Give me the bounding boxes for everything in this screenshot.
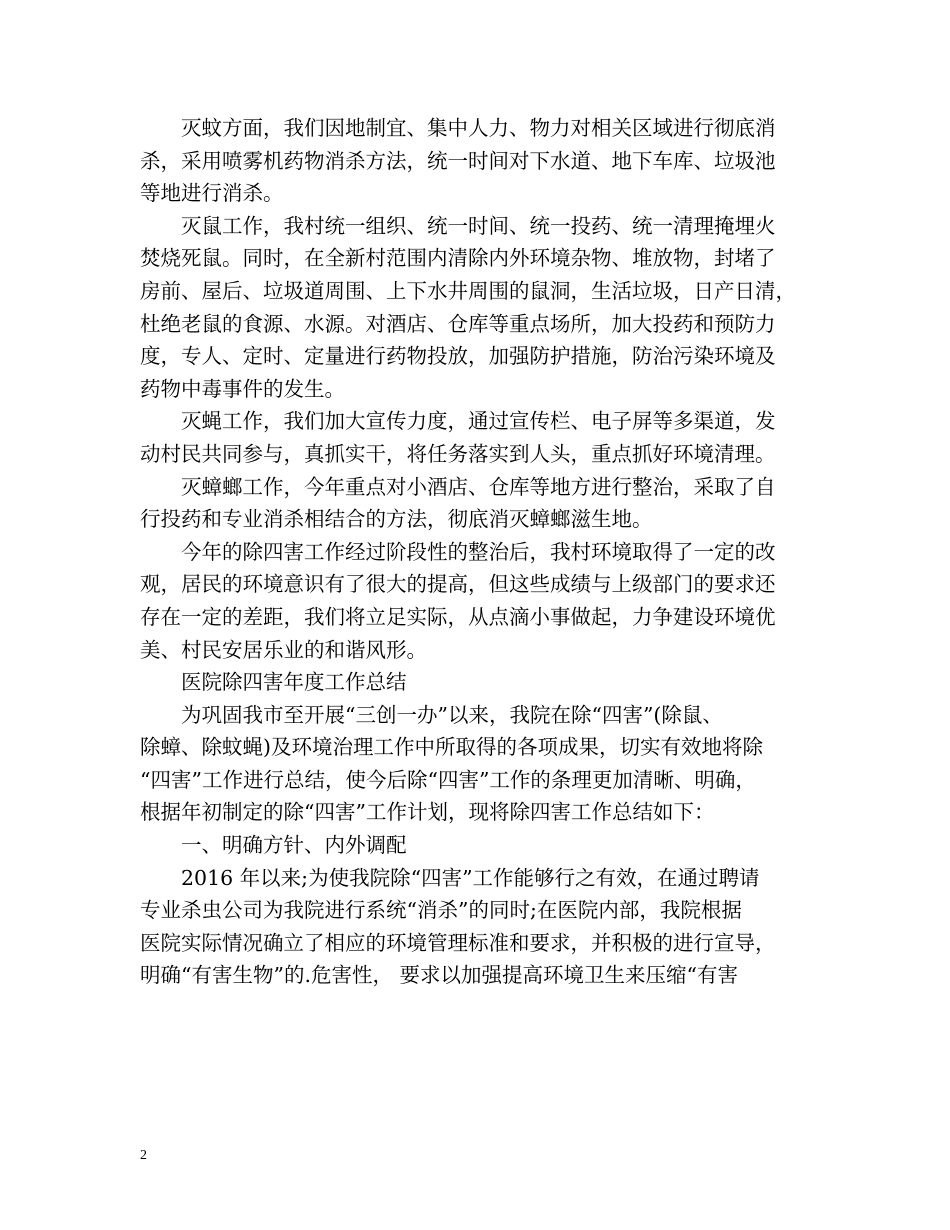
body-text (140, 112, 830, 992)
text-line: 一、明确方针、内外调配 (181, 833, 407, 858)
text-line: 除蟑、除蚊蝇)及环境治理工作中所取得的各项成果，切实有效地将除 (140, 735, 763, 760)
text-line: 2016 年以来;为使我院除“四害”工作能够行之有效，在通过聘请 (181, 865, 760, 890)
text-line: 房前、屋后、垃圾道周围、上下水井周围的鼠洞，生活垃圾，日产日清， (140, 278, 796, 303)
text-line: 等地进行消杀。 (140, 181, 284, 206)
text-line: 杜绝老鼠的食源、水源。对酒店、仓库等重点场所，加大投药和预防力 (140, 311, 776, 336)
text-line: “四害”工作进行总结，使今后除“四害”工作的条理更加清晰、明确， (140, 767, 756, 792)
text-line: 灭蚊方面，我们因地制宜、集中人力、物力对相关区域进行彻底消 (181, 116, 776, 140)
text-line: 医院除四害年度工作总结 (181, 670, 407, 695)
text-line: 灭鼠工作，我村统一组织、统一时间、统一投药、统一清理掩埋火 (181, 213, 776, 238)
text-line: 明确“有害生物”的.危害性， 要求以加强提高环境卫生来压缩“有害 (140, 963, 738, 988)
text-line: 行投药和专业消杀相结合的方法，彻底消灭蟑螂滋生地。 (140, 507, 653, 532)
text-line: 今年的除四害工作经过阶段性的整治后，我村环境取得了一定的改 (181, 539, 776, 564)
text-line: 为巩固我市至开展“三创一办”以来，我院在除“四害”(除鼠、 (181, 702, 723, 727)
text-line: 根据年初制定的除“四害”工作计划，现将除四害工作总结如下： (140, 800, 715, 825)
text-line: 动村民共同参与，真抓实干，将任务落实到人头，重点抓好环境清理。 (140, 441, 776, 466)
text-line: 杀，采用喷雾机药物消杀方法，统一时间对下水道、地下车库、垃圾池 (140, 148, 776, 173)
page-number: 2 (140, 1148, 147, 1163)
text-line: 灭蟑螂工作，今年重点对小酒店、仓库等地方进行整治，采取了自 (181, 474, 776, 499)
text-line: 灭蝇工作，我们加大宣传力度，通过宣传栏、电子屏等多渠道，发 (181, 409, 776, 434)
text-line: 焚烧死鼠。同时，在全新村范围内清除内外环境杂物、堆放物，封堵了 (140, 246, 776, 271)
text-line: 度，专人、定时、定量进行药物投放，加强防护措施，防治污染环境及 (140, 344, 776, 369)
text-line: 美、村民安居乐业的和谐风形。 (140, 637, 427, 662)
text-line: 观，居民的环境意识有了很大的提高，但这些成绩与上级部门的要求还 (140, 572, 776, 597)
text-line: 存在一定的差距，我们将立足实际，从点滴小事做起，力争建设环境优 (140, 604, 776, 629)
text-line: 专业杀虫公司为我院进行系统“消杀”的同时;在医院内部，我院根据 (140, 898, 742, 923)
text-line: 医院实际情况确立了相应的环境管理标准和要求，并积极的进行宣导， (140, 930, 776, 955)
text-line: 药物中毒事件的发生。 (140, 376, 345, 401)
